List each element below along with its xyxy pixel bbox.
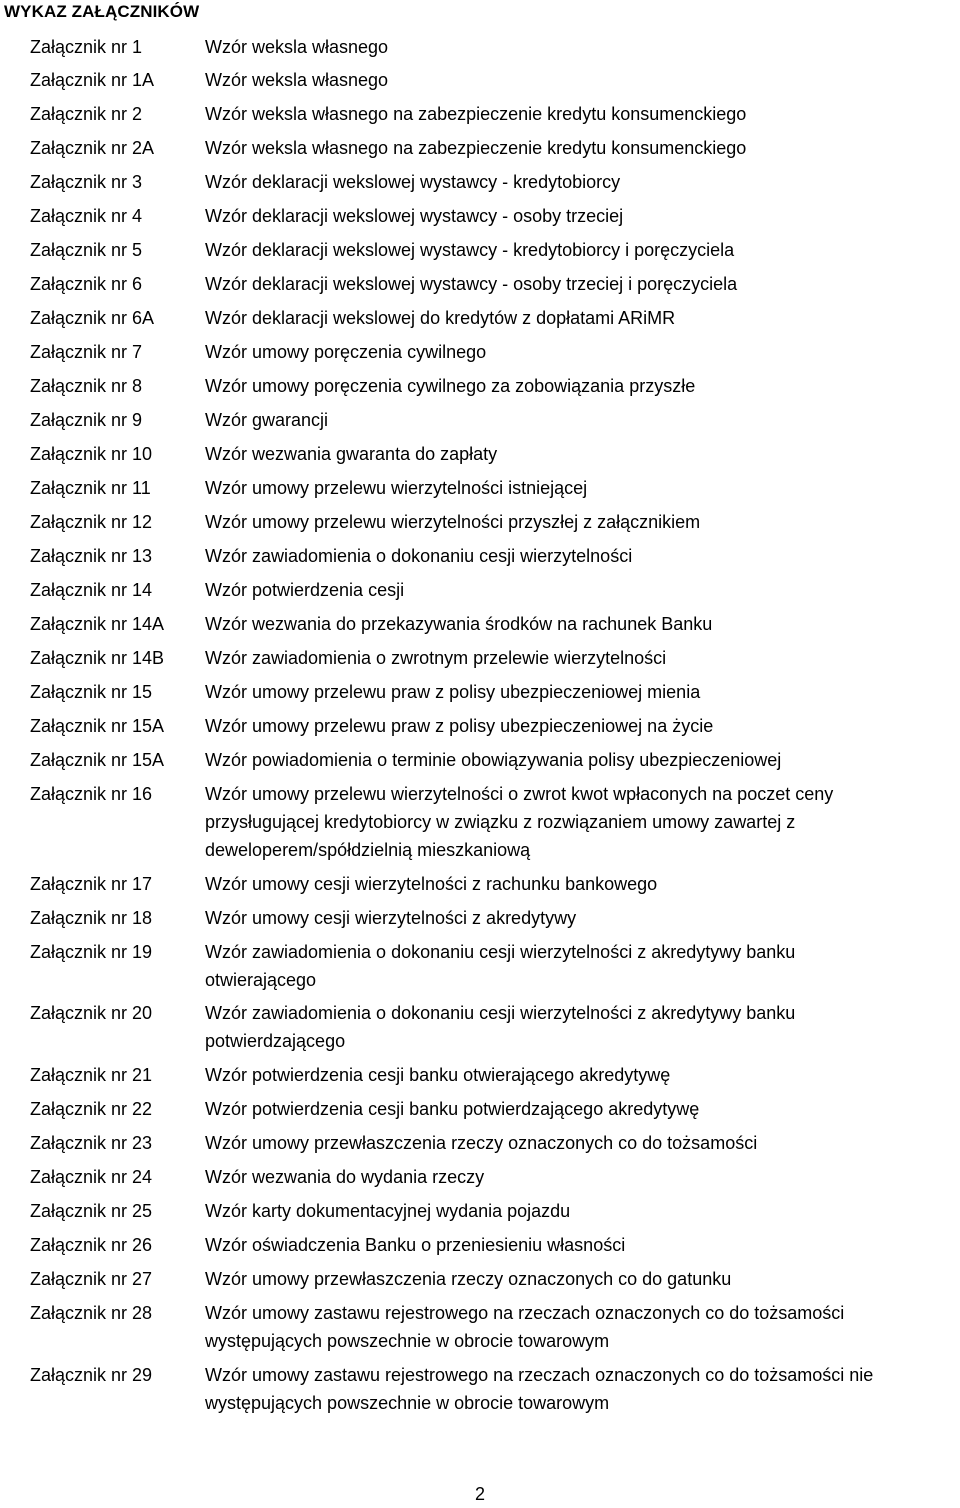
attachment-number: Załącznik nr 14A: [30, 614, 165, 634]
attachment-description: Wzór zawiadomienia o dokonaniu cesji wierzytelności: [205, 546, 633, 566]
attachment-description: Wzór weksla własnego: [205, 70, 389, 90]
attachment-description: Wzór umowy przelewu wierzytelności o zwrot kwot wpłaconych na poczet ceny przysługującej kredytobiorcy w związku z rozwiązaniem umowy zawartej z deweloperem/spółdzielnią mieszkaniową: [205, 784, 834, 860]
attachment-description: Wzór umowy przelewu praw z polisy ubezpieczeniowej mienia: [205, 682, 701, 702]
attachment-description: Wzór gwarancji: [205, 410, 329, 430]
attachment-description: Wzór umowy zastawu rejestrowego na rzeczach oznaczonych co do tożsamości występujących powszechnie w obrocie towarowym: [205, 1303, 845, 1351]
list-item: [0, 1061, 960, 1089]
attachment-number: Załącznik nr 17: [30, 874, 153, 894]
attachment-description: Wzór weksla własnego na zabezpieczenie kredytu konsumenckiego: [205, 138, 747, 158]
attachment-description: Wzór umowy poręczenia cywilnego: [205, 342, 487, 362]
attachment-number: Załącznik nr 12: [30, 512, 153, 532]
attachment-number: Załącznik nr 14B: [30, 648, 165, 668]
attachment-description: Wzór wezwania do przekazywania środków na rachunek Banku: [205, 614, 713, 634]
attachment-description: Wzór weksla własnego: [205, 37, 389, 57]
attachment-description: Wzór zawiadomienia o zwrotnym przelewie wierzytelności: [205, 648, 667, 668]
attachment-description: Wzór potwierdzenia cesji: [205, 580, 405, 600]
list-item: [0, 938, 960, 994]
attachment-number: Załącznik nr 15A: [30, 716, 165, 736]
attachment-number: Załącznik nr 4: [30, 206, 143, 226]
attachment-number: Załącznik nr 13: [30, 546, 153, 566]
attachment-number: Załącznik nr 14: [30, 580, 153, 600]
attachment-description: Wzór deklaracji wekslowej wystawcy - osoby trzeciej i poręczyciela: [205, 274, 738, 294]
attachment-description: Wzór karty dokumentacyjnej wydania pojazdu: [205, 1201, 571, 1221]
attachment-number: Załącznik nr 2A: [30, 138, 155, 158]
list-item: [0, 576, 960, 604]
attachment-description: Wzór deklaracji wekslowej wystawcy - osoby trzeciej: [205, 206, 624, 226]
list-item: [0, 202, 960, 230]
list-item: [0, 678, 960, 706]
attachment-description: Wzór oświadczenia Banku o przeniesieniu własności: [205, 1235, 626, 1255]
attachment-description: Wzór wezwania do wydania rzeczy: [205, 1167, 485, 1187]
list-item: [0, 304, 960, 332]
attachment-description: Wzór umowy przelewu praw z polisy ubezpieczeniowej na życie: [205, 716, 714, 736]
attachment-description: Wzór potwierdzenia cesji banku otwierającego akredytywę: [205, 1065, 671, 1085]
attachment-number: Załącznik nr 18: [30, 908, 153, 928]
attachment-number: Załącznik nr 15: [30, 682, 153, 702]
attachment-description: Wzór umowy przewłaszczenia rzeczy oznaczonych co do tożsamości: [205, 1133, 758, 1153]
list-item: [0, 712, 960, 740]
list-item: [0, 1299, 960, 1355]
list-item: [0, 746, 960, 774]
attachment-description: Wzór zawiadomienia o dokonaniu cesji wierzytelności z akredytywy banku otwierającego: [205, 942, 796, 990]
attachment-number: Załącznik nr 25: [30, 1201, 153, 1221]
list-item: [0, 644, 960, 672]
list-item: [0, 610, 960, 638]
list-item: [0, 1163, 960, 1191]
attachment-number: Załącznik nr 21: [30, 1065, 153, 1085]
list-item: [0, 1361, 960, 1417]
attachment-number: Załącznik nr 5: [30, 240, 143, 260]
list-item: [0, 870, 960, 898]
attachment-description: Wzór umowy przewłaszczenia rzeczy oznaczonych co do gatunku: [205, 1269, 732, 1289]
list-item: [0, 100, 960, 128]
list-item: [0, 33, 960, 61]
attachment-number: Załącznik nr 20: [30, 1003, 153, 1023]
attachment-description: Wzór umowy poręczenia cywilnego za zobowiązania przyszłe: [205, 376, 696, 396]
attachment-description: Wzór umowy przelewu wierzytelności istniejącej: [205, 478, 588, 498]
attachment-description: Wzór potwierdzenia cesji banku potwierdzającego akredytywę: [205, 1099, 700, 1119]
attachment-number: Załącznik nr 29: [30, 1365, 153, 1385]
attachment-number: Załącznik nr 28: [30, 1303, 153, 1323]
page-number: 2: [474, 1484, 485, 1504]
list-item: [0, 168, 960, 196]
attachment-number: Załącznik nr 7: [30, 342, 143, 362]
attachment-number: Załącznik nr 22: [30, 1099, 153, 1119]
list-item: [0, 270, 960, 298]
list-item: [0, 542, 960, 570]
list-item: [0, 134, 960, 162]
attachment-number: Załącznik nr 2: [30, 104, 143, 124]
attachment-number: Załącznik nr 26: [30, 1235, 153, 1255]
attachment-number: Załącznik nr 16: [30, 784, 153, 804]
attachment-description: Wzór powiadomienia o terminie obowiązywania polisy ubezpieczeniowej: [205, 750, 782, 770]
attachment-list: [0, 33, 960, 1417]
attachment-number: Załącznik nr 27: [30, 1269, 153, 1289]
list-item: [0, 508, 960, 536]
attachment-description: Wzór umowy zastawu rejestrowego na rzeczach oznaczonych co do tożsamości nie występujących powszechnie w obrocie towarowym: [205, 1365, 874, 1413]
attachment-number: Załącznik nr 11: [30, 478, 151, 498]
document-heading: WYKAZ ZAŁĄCZNIKÓW: [4, 2, 200, 21]
attachment-number: Załącznik nr 9: [30, 410, 143, 430]
list-item: [0, 1129, 960, 1157]
list-item: [0, 999, 960, 1055]
attachment-number: Załącznik nr 6: [30, 274, 143, 294]
list-item: [0, 474, 960, 502]
attachment-description: Wzór zawiadomienia o dokonaniu cesji wierzytelności z akredytywy banku potwierdzającego: [205, 1003, 796, 1051]
list-item: [0, 1265, 960, 1293]
attachment-number: Załącznik nr 24: [30, 1167, 153, 1187]
attachment-number: Załącznik nr 3: [30, 172, 143, 192]
attachment-description: Wzór umowy przelewu wierzytelności przyszłej z załącznikiem: [205, 512, 701, 532]
list-item: [0, 406, 960, 434]
list-item: [0, 780, 960, 864]
list-item: [0, 904, 960, 932]
list-item: [0, 372, 960, 400]
list-item: [0, 1197, 960, 1225]
attachment-number: Załącznik nr 15A: [30, 750, 165, 770]
attachment-number: Załącznik nr 1: [30, 37, 143, 57]
attachment-description: Wzór weksla własnego na zabezpieczenie kredytu konsumenckiego: [205, 104, 747, 124]
attachment-description: Wzór deklaracji wekslowej wystawcy - kredytobiorcy: [205, 172, 621, 192]
list-item: [0, 338, 960, 366]
attachment-number: Załącznik nr 1A: [30, 70, 155, 90]
attachment-description: Wzór umowy cesji wierzytelności z rachunku bankowego: [205, 874, 658, 894]
attachment-number: Załącznik nr 23: [30, 1133, 153, 1153]
attachment-description: Wzór deklaracji wekslowej wystawcy - kredytobiorcy i poręczyciela: [205, 240, 735, 260]
list-item: [0, 236, 960, 264]
list-item: [0, 1231, 960, 1259]
list-item: [0, 66, 960, 94]
attachment-number: Załącznik nr 8: [30, 376, 143, 396]
attachment-description: Wzór wezwania gwaranta do zapłaty: [205, 444, 498, 464]
list-item: [0, 1095, 960, 1123]
list-item: [0, 440, 960, 468]
attachment-number: Załącznik nr 19: [30, 942, 153, 962]
attachment-description: Wzór umowy cesji wierzytelności z akredytywy: [205, 908, 577, 928]
attachment-description: Wzór deklaracji wekslowej do kredytów z dopłatami ARiMR: [205, 308, 676, 328]
attachment-number: Załącznik nr 10: [30, 444, 153, 464]
attachment-number: Załącznik nr 6A: [30, 308, 155, 328]
